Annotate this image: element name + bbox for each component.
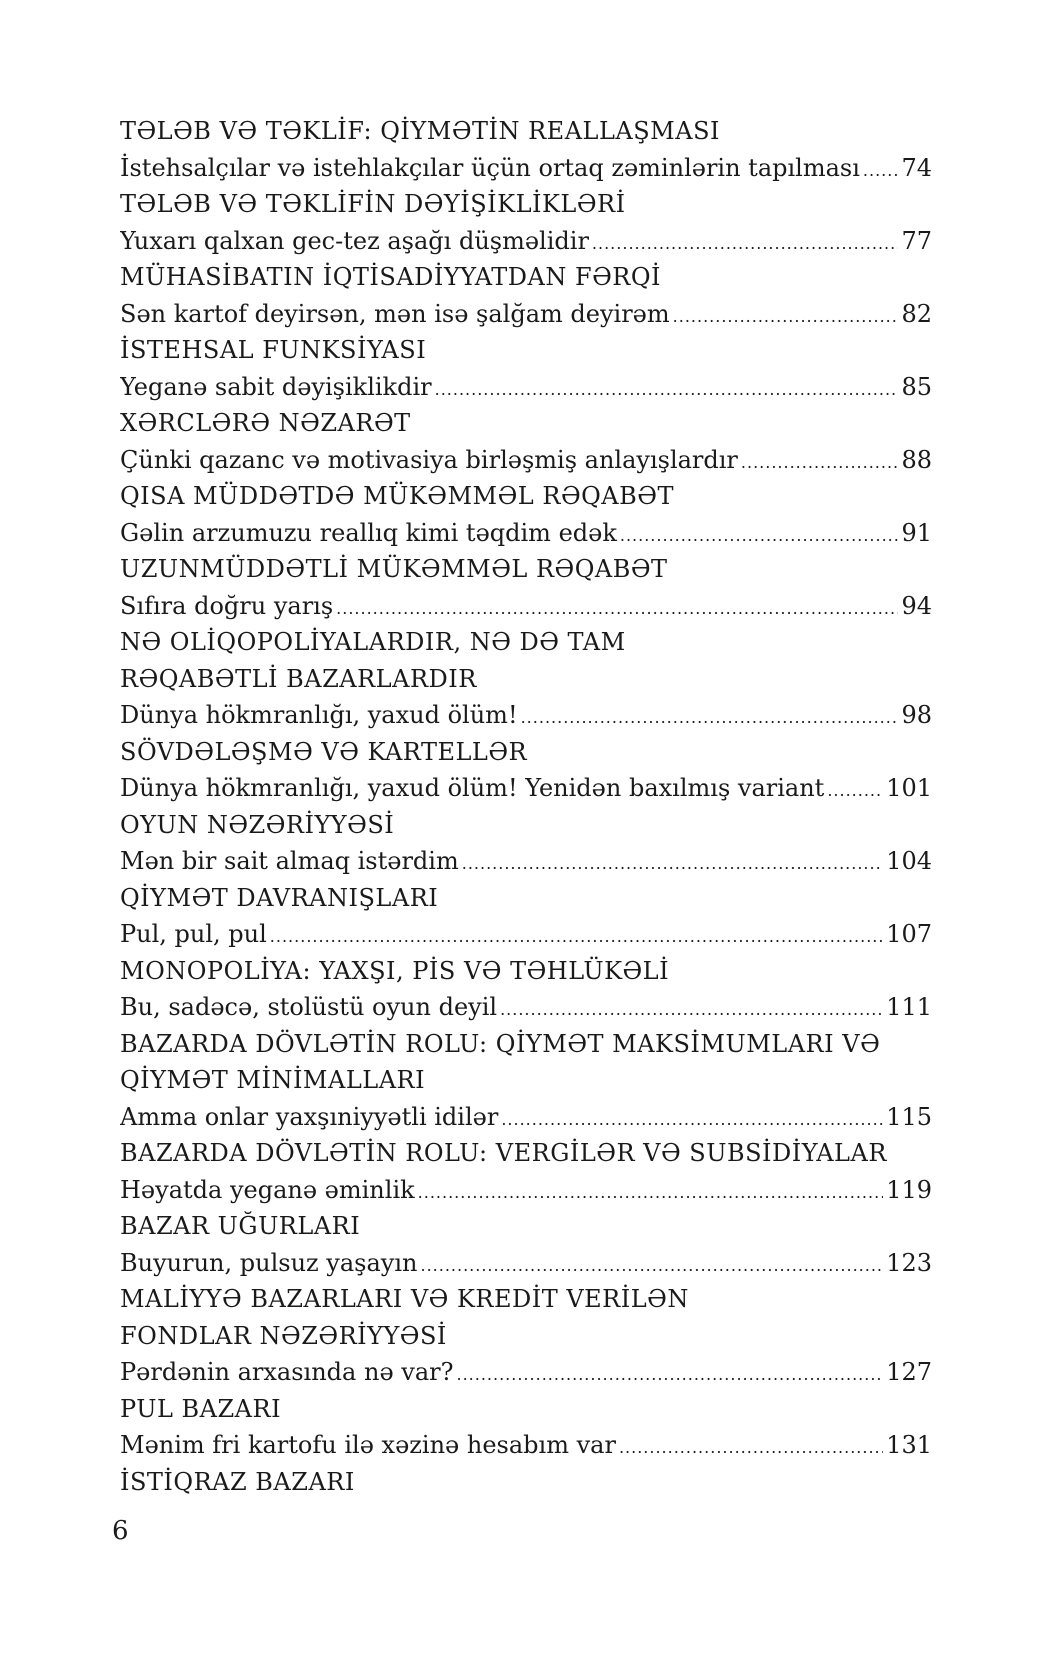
toc-chapter-heading: İSTİQRAZ BAZARI xyxy=(120,1467,355,1496)
toc-entry[interactable] xyxy=(120,1427,932,1464)
toc-chapter-heading: QISA MÜDDƏTDƏ MÜKƏMMƏL RƏQABƏT xyxy=(120,482,674,510)
toc-chapter-heading: OYUN NƏZƏRİYYƏSİ xyxy=(120,810,395,839)
toc-chapter-heading: UZUNMÜDDƏTLİ MÜKƏMMƏL RƏQABƏT xyxy=(120,555,668,583)
table-of-contents xyxy=(120,113,932,1500)
toc-entry[interactable] xyxy=(120,1245,932,1282)
dot-leader xyxy=(456,1354,883,1391)
toc-entry-title: Buyurun, pulsuz yaşayın xyxy=(120,1248,418,1277)
dot-leader xyxy=(418,1172,884,1209)
toc-entry-title: İstehsalçılar və istehlakçılar üçün ortaq zəminlərin tapılması xyxy=(120,153,860,182)
dot-leader xyxy=(462,843,883,880)
toc-entry[interactable] xyxy=(120,588,932,625)
toc-chapter-heading: TƏLƏB VƏ TƏKLİF: QİYMƏTİN REALLAŞMASI xyxy=(120,117,721,145)
toc-entry[interactable] xyxy=(120,223,932,260)
toc-chapter-heading: NƏ OLİQOPOLİYALARDIR, NƏ DƏ TAM xyxy=(120,628,626,656)
page-number: 6 xyxy=(112,1516,129,1546)
toc-chapter-heading: MONOPOLİYA: YAXŞI, PİS VƏ TƏHLÜKƏLİ xyxy=(120,956,670,985)
toc-entry[interactable] xyxy=(120,989,932,1026)
toc-entry-title: Yeganə sabit dəyişiklikdir xyxy=(120,372,432,401)
toc-chapter-heading: MALİYYƏ BAZARLARI VƏ KREDİT VERİLƏN xyxy=(120,1285,689,1313)
toc-chapter-heading: FONDLAR NƏZƏRİYYƏSİ xyxy=(120,1321,447,1350)
dot-leader xyxy=(741,442,899,479)
toc-chapter-heading: BAZARDA DÖVLƏTİN ROLU: QİYMƏT MAKSİMUMLARI VƏ xyxy=(120,1029,881,1058)
toc-entry-page: 77 xyxy=(901,226,932,255)
toc-entry[interactable] xyxy=(120,843,932,880)
toc-entry-title: Yuxarı qalxan gec-tez aşağı düşməlidir xyxy=(120,226,589,255)
toc-chapter-heading: XƏRCLƏRƏ NƏZARƏT xyxy=(120,409,411,437)
toc-entry[interactable] xyxy=(120,296,932,333)
toc-entry[interactable] xyxy=(120,150,932,187)
toc-chapter-heading: QİYMƏT DAVRANIŞLARI xyxy=(120,883,439,912)
toc-entry-page: 94 xyxy=(901,591,932,620)
toc-entry[interactable] xyxy=(120,916,932,953)
dot-leader xyxy=(501,1099,883,1136)
dot-leader xyxy=(827,770,883,807)
toc-entry[interactable] xyxy=(120,1099,932,1136)
dot-leader xyxy=(435,369,899,406)
toc-entry-title: Bu, sadəcə, stolüstü oyun deyil xyxy=(120,993,498,1021)
toc-entry-title: Pərdənin arxasında nə var? xyxy=(120,1358,454,1386)
dot-leader xyxy=(619,1427,883,1464)
toc-entry-page: 111 xyxy=(886,993,932,1021)
dot-leader xyxy=(521,697,899,734)
toc-entry-page: 127 xyxy=(886,1358,932,1386)
toc-chapter-heading: BAZAR UĞURLARI xyxy=(120,1212,361,1240)
toc-entry-page: 123 xyxy=(886,1248,932,1277)
toc-entry-page: 101 xyxy=(886,774,932,802)
toc-entry[interactable] xyxy=(120,770,932,807)
toc-entry[interactable] xyxy=(120,697,932,734)
toc-entry-title: Sən kartof deyirsən, mən isə şalğam deyirəm xyxy=(120,299,670,328)
toc-entry[interactable] xyxy=(120,369,932,406)
toc-entry-page: 82 xyxy=(901,299,932,328)
toc-entry-title: Pul, pul, pul xyxy=(120,920,267,948)
dot-leader xyxy=(336,588,898,625)
toc-entry-page: 98 xyxy=(901,701,932,729)
toc-entry-page: 88 xyxy=(901,445,932,474)
toc-entry-title: Sıfıra doğru yarış xyxy=(120,591,334,620)
toc-entry-title: Gəlin arzumuzu reallıq kimi təqdim edək xyxy=(120,518,617,547)
toc-chapter-heading: RƏQABƏTLİ BAZARLARDIR xyxy=(120,664,477,693)
toc-entry-page: 104 xyxy=(886,847,932,875)
toc-chapter-heading: PUL BAZARI xyxy=(120,1394,282,1423)
toc-entry[interactable] xyxy=(120,1354,932,1391)
toc-entry-page: 74 xyxy=(901,153,932,182)
toc-entry-title: Amma onlar yaxşıniyyətli idilər xyxy=(120,1102,499,1131)
toc-entry-title: Mən bir sait almaq istərdim xyxy=(120,847,459,875)
dot-leader xyxy=(620,515,899,552)
toc-entry-title: Mənim fri kartofu ilə xəzinə hesabım var xyxy=(120,1431,616,1459)
toc-entry-page: 107 xyxy=(886,920,932,948)
dot-leader xyxy=(270,916,883,953)
toc-entry-page: 91 xyxy=(901,518,932,547)
toc-entry-page: 85 xyxy=(901,372,932,401)
toc-entry-title: Dünya hökmranlığı, yaxud ölüm! xyxy=(120,701,518,729)
dot-leader xyxy=(500,989,883,1026)
toc-chapter-heading: SÖVDƏLƏŞMƏ VƏ KARTELLƏR xyxy=(120,737,528,766)
dot-leader xyxy=(863,150,899,187)
toc-chapter-heading: TƏLƏB VƏ TƏKLİFİN DƏYİŞİKLİKLƏRİ xyxy=(120,190,626,218)
toc-entry-title: Həyatda yeganə əminlik xyxy=(120,1175,415,1204)
toc-chapter-heading: BAZARDA DÖVLƏTİN ROLU: VERGİLƏR VƏ SUBSİDİYALAR xyxy=(120,1139,887,1167)
toc-entry-page: 131 xyxy=(886,1431,932,1459)
toc-entry[interactable] xyxy=(120,515,932,552)
dot-leader xyxy=(420,1245,883,1282)
dot-leader xyxy=(673,296,899,333)
toc-chapter-heading: QİYMƏT MİNİMALLARI xyxy=(120,1066,426,1094)
toc-chapter-heading: MÜHASİBATIN İQTİSADİYYATDAN FƏRQİ xyxy=(120,263,662,291)
dot-leader xyxy=(592,223,899,260)
toc-entry-title: Dünya hökmranlığı, yaxud ölüm! Yenidən baxılmış variant xyxy=(120,774,825,802)
toc-entry[interactable] xyxy=(120,1172,932,1209)
toc-entry[interactable] xyxy=(120,442,932,479)
toc-chapter-heading: İSTEHSAL FUNKSİYASI xyxy=(120,336,427,364)
toc-entry-page: 119 xyxy=(886,1175,932,1204)
toc-entry-page: 115 xyxy=(886,1102,932,1131)
toc-entry-title: Çünki qazanc və motivasiya birləşmiş anlayışlardır xyxy=(120,445,738,474)
